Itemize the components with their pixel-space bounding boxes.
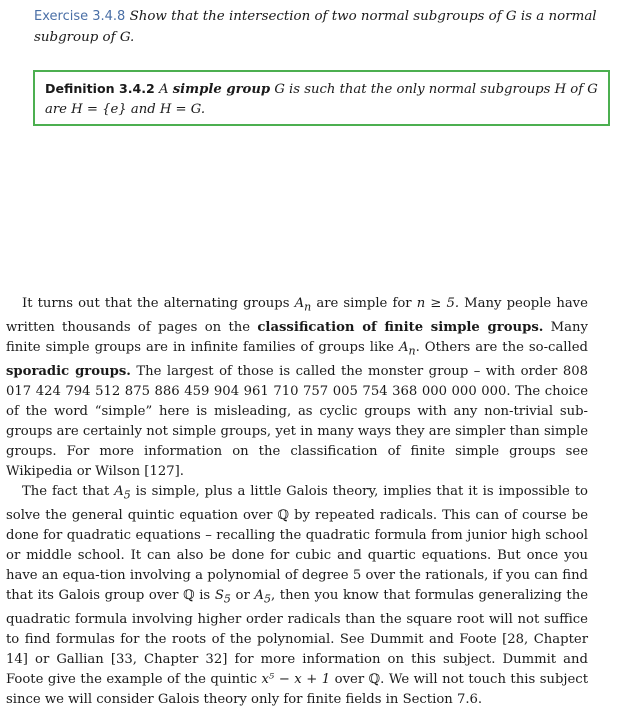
p2-math-2: $S_5$ xyxy=(214,588,231,606)
definition-pre: A xyxy=(159,82,169,97)
p2-rationals-1: ℚ xyxy=(277,507,290,523)
body-text xyxy=(6,294,588,710)
p2-text-6: , then you know that formulas generalizing the quadratic formula involving higher order radicals than the square root will not suffice to find formulas for the roots of the polynomial. See Dummit and Foote [28, Chapter 14] or Gallian [33, Chapter 32] for more information on this subject. Dummit and Foote give the example of the quintic xyxy=(6,588,588,688)
p1-text-3: Many people have written thousands of pages on the xyxy=(6,296,588,335)
p1-text-5: . Others are the so-called xyxy=(415,339,588,355)
definition-label: Definition 3.4.2 xyxy=(45,81,155,96)
p1-text-1: It turns out that the alternating groups xyxy=(22,296,290,311)
p2-text-2: is simple, plus a little Galois theory, implies that it is impossible to solve the general quintic equation over xyxy=(6,484,588,523)
p1-text-4: Many finite simple groups are in infinite families of groups like xyxy=(6,319,588,355)
p2-math-3: $A_5$ xyxy=(254,588,271,606)
p2-text-7: over xyxy=(334,672,365,688)
paragraph-1 xyxy=(6,294,588,482)
exercise-text: Show that the intersection of two normal subgroups of G is a normal subgroup of G. xyxy=(34,9,597,45)
p2-math-1: $A_5$ xyxy=(114,484,131,502)
definition-box xyxy=(33,70,610,126)
p1-text-2: are simple for xyxy=(316,296,412,311)
p2-text-3: by repeated radicals. This can of course be done for quadratic equations – recalling the quadratic formula from junior high school or middle school. It can also be done for cubic and quartic equations. But once you have an equa-tion involving a polynomial of degree 5 over the rationals, if you can find that its Galois group over xyxy=(6,507,589,604)
p1-bold-1: classification of finite simple groups. xyxy=(257,319,544,335)
p2-polynomial: x⁵ − x + 1 xyxy=(261,672,331,688)
exercise-block xyxy=(34,6,612,48)
definition-term: simple group xyxy=(172,82,271,97)
p1-math-3: $A_n$ xyxy=(398,339,416,358)
p1-bold-2: sporadic groups. xyxy=(6,363,131,379)
p2-text-5: or xyxy=(235,588,250,604)
p2-text-8: . We will not touch this subject since we will consider Galois theory only for finite fields in Section 7.6. xyxy=(6,672,588,708)
p1-text-6: The largest of those is called the monster group – with order 808 017 424 794 512 875 886 459 904 961 710 757 005 754 368 000 000 000. The choice of the word “simple” here is misleading, as cyclic groups with any non-trivial sub-groups are certainly not simple groups, yet in many ways they are simpler than simple groups. For more information on the classification of finite simple groups see Wikipedia or Wilson [127]. xyxy=(6,363,588,480)
p2-text-4: is xyxy=(199,588,211,604)
p1-math-2: n ≥ 5. xyxy=(416,296,460,311)
p2-rationals-3: ℚ xyxy=(368,672,381,688)
p2-rationals-2: ℚ xyxy=(183,588,195,604)
paragraph-2 xyxy=(6,482,588,710)
exercise-label: Exercise 3.4.8 xyxy=(34,9,126,24)
p1-math-1: $A_n$ xyxy=(294,296,312,314)
p2-text-1: The fact that xyxy=(22,484,110,500)
definition-text: G is such that the only normal subgroups H of G are H = {e} and H = G. xyxy=(45,82,598,117)
